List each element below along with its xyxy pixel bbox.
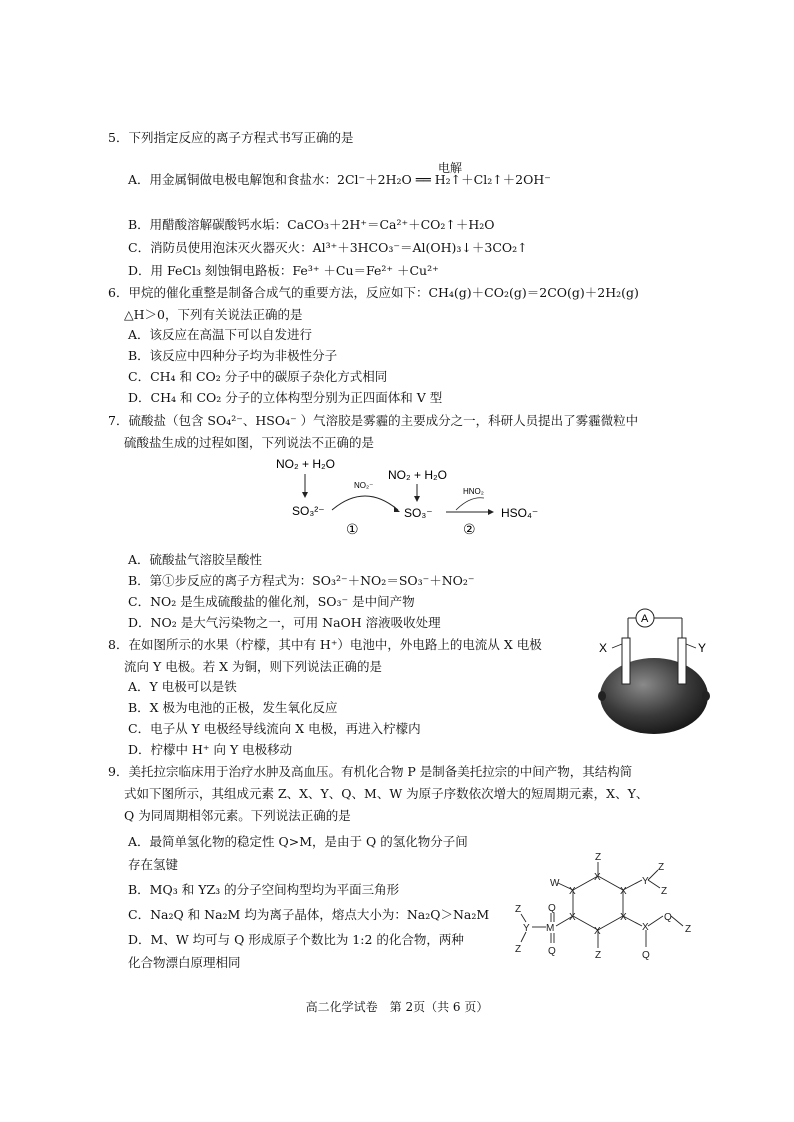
q5-electrolysis-label: 电解 (438, 161, 463, 175)
struct-w: W (550, 878, 560, 889)
q5-option-b: B．用醋酸溶解碳酸钙水垢：CaCO₃＋2H⁺＝Ca²⁺＋CO₂↑＋H₂O (128, 217, 495, 232)
q7-option-b: B．第①步反应的离子方程式为：SO₃²⁻＋NO₂＝SO₃⁻＋NO₂⁻ (128, 573, 475, 588)
y-electrode (678, 638, 686, 684)
q7-option-a: A．硫酸盐气溶胶呈酸性 (128, 552, 263, 567)
struct-x-6: X (569, 886, 576, 897)
bisulfate-ion: HSO₄⁻ (501, 506, 539, 520)
q6-option-b: B．该反应中四种分子均为非极性分子 (128, 348, 338, 363)
compound-p-structure (508, 850, 708, 966)
step-2-marker: ② (463, 521, 476, 537)
struct-x-5: X (569, 912, 576, 923)
page-footer: 高二化学试卷 第 2页（共 6 页） (305, 1000, 489, 1014)
q8-option-a: A．Y 电极可以是铁 (128, 679, 237, 694)
struct-z-left-1: Z (515, 904, 522, 915)
q8-option-b: B．X 极为电池的正极，发生氧化反应 (128, 700, 338, 715)
q6-stem-line1: 6．甲烷的催化重整是制备合成气的重要方法，反应如下：CH₄(g)＋CO₂(g)＝2CO(g)＋2H₂(g) (108, 285, 639, 300)
lemon-battery-figure (596, 602, 712, 742)
q9-option-a-line2: 存在氢键 (128, 857, 179, 872)
step-1-marker: ① (346, 521, 359, 537)
q6-option-d: D．CH₄ 和 CO₂ 分子的立体构型分别为正四面体和 V 型 (128, 390, 443, 405)
nitrite-ion-label: NO₂⁻ (354, 481, 374, 490)
reactant-2: NO₂ + H₂O (388, 468, 447, 482)
q7-stem-line1: 7．硫酸盐（包含 SO₄²⁻、HSO₄⁻ ）气溶胶是雾霾的主要成分之一，科研人员提出了雾霾微粒中 (108, 413, 639, 428)
ammeter-label: A (641, 613, 649, 625)
reactant-1: NO₂ + H₂O (276, 457, 335, 471)
lemon-icon (600, 658, 708, 734)
q5-option-a: A．用金属铜做电极电解饱和食盐水：2Cl⁻＋2H₂O ══ H₂↑＋Cl₂↑＋2OH⁻ (128, 172, 551, 187)
struct-x-1: X (594, 872, 601, 883)
q9-stem-line3: Q 为同周期相邻元素。下列说法正确的是 (124, 808, 351, 823)
q5-option-c: C．消防员使用泡沫灭火器灭火：Al³⁺＋3HCO₃⁻＝Al(OH)₃↓＋3CO₂↑ (128, 240, 528, 255)
q8-stem-line1: 8．在如图所示的水果（柠檬，其中有 H⁺）电池中，外电路上的电流从 X 电极 (108, 637, 542, 652)
q9-option-b: B．MQ₃ 和 YZ₃ 的分子空间构型均为平面三角形 (128, 882, 400, 897)
q7-option-d: D．NO₂ 是大气污染物之一，可用 NaOH 溶液吸收处理 (128, 615, 441, 630)
struct-z-bottom: Z (595, 950, 602, 961)
struct-z-right-2: Z (661, 886, 668, 897)
q8-option-d: D．柠檬中 H⁺ 向 Y 电极移动 (128, 742, 293, 757)
nitrous-acid-label: HNO₂ (463, 487, 484, 496)
q9-option-d-line2: 化合物漂白原理相同 (128, 955, 241, 970)
q6-stem-line2: △H＞0，下列有关说法正确的是 (124, 307, 303, 322)
struct-z-left-2: Z (515, 944, 522, 955)
struct-x-3: X (620, 912, 627, 923)
struct-m: M (546, 923, 555, 934)
q9-option-d-line1: D．M、W 均可与 Q 形成原子个数比为 1:2 的化合物，两种 (128, 932, 464, 947)
sulfite-radical: SO₃⁻ (404, 506, 433, 520)
struct-z-right-1: Z (658, 862, 665, 873)
struct-x-2: X (620, 886, 627, 897)
y-electrode-label: Y (698, 641, 707, 655)
q7-option-c: C．NO₂ 是生成硫酸盐的催化剂，SO₃⁻ 是中间产物 (128, 594, 415, 609)
x-electrode-label: X (599, 641, 608, 655)
q6-option-a: A．该反应在高温下可以自发进行 (128, 327, 313, 342)
struct-q-m-top: Q (548, 903, 556, 914)
q5-stem: 5．下列指定反应的离子方程式书写正确的是 (108, 130, 354, 145)
q8-stem-line2: 流向 Y 电极。若 X 为铜，则下列说法正确的是 (124, 659, 383, 674)
struct-q-carbonyl: Q (642, 950, 650, 961)
x-electrode (622, 638, 630, 684)
sulfate-formation-diagram (270, 452, 570, 552)
q9-option-c: C．Na₂Q 和 Na₂M 均为离子晶体，熔点大小为：Na₂Q＞Na₂M (128, 907, 490, 922)
struct-x-carbonyl: X (642, 922, 649, 933)
sulfite-ion: SO₃²⁻ (292, 504, 325, 518)
q8-option-c: C．电子从 Y 电极经导线流向 X 电极，再进入柠檬内 (128, 721, 421, 736)
q6-option-c: C．CH₄ 和 CO₂ 分子中的碳原子杂化方式相同 (128, 369, 388, 384)
q9-stem-line2: 式如下图所示，其组成元素 Z、X、Y、Q、M、W 为原子序数依次增大的短周期元素，X、Y、 (124, 786, 649, 801)
struct-q-ester: Q (664, 912, 672, 923)
struct-y-right: Y (642, 876, 649, 887)
struct-z-ester: Z (685, 924, 692, 935)
struct-y-left: Y (523, 923, 530, 934)
q9-stem-line1: 9．美托拉宗临床用于治疗水肿及高血压。有机化合物 P 是制备美托拉宗的中间产物，其结构简 (108, 764, 633, 779)
q9-option-a-line1: A．最简单氢化物的稳定性 Q>M，是由于 Q 的氢化物分子间 (128, 834, 468, 849)
struct-x-4: X (594, 926, 601, 937)
struct-z-top: Z (595, 852, 602, 863)
q5-option-d: D．用 FeCl₃ 刻蚀铜电路板：Fe³⁺ ＋Cu＝Fe²⁺ ＋Cu²⁺ (128, 263, 439, 278)
struct-q-m-bottom: Q (548, 946, 556, 957)
q7-stem-line2: 硫酸盐生成的过程如图，下列说法不正确的是 (124, 435, 375, 450)
